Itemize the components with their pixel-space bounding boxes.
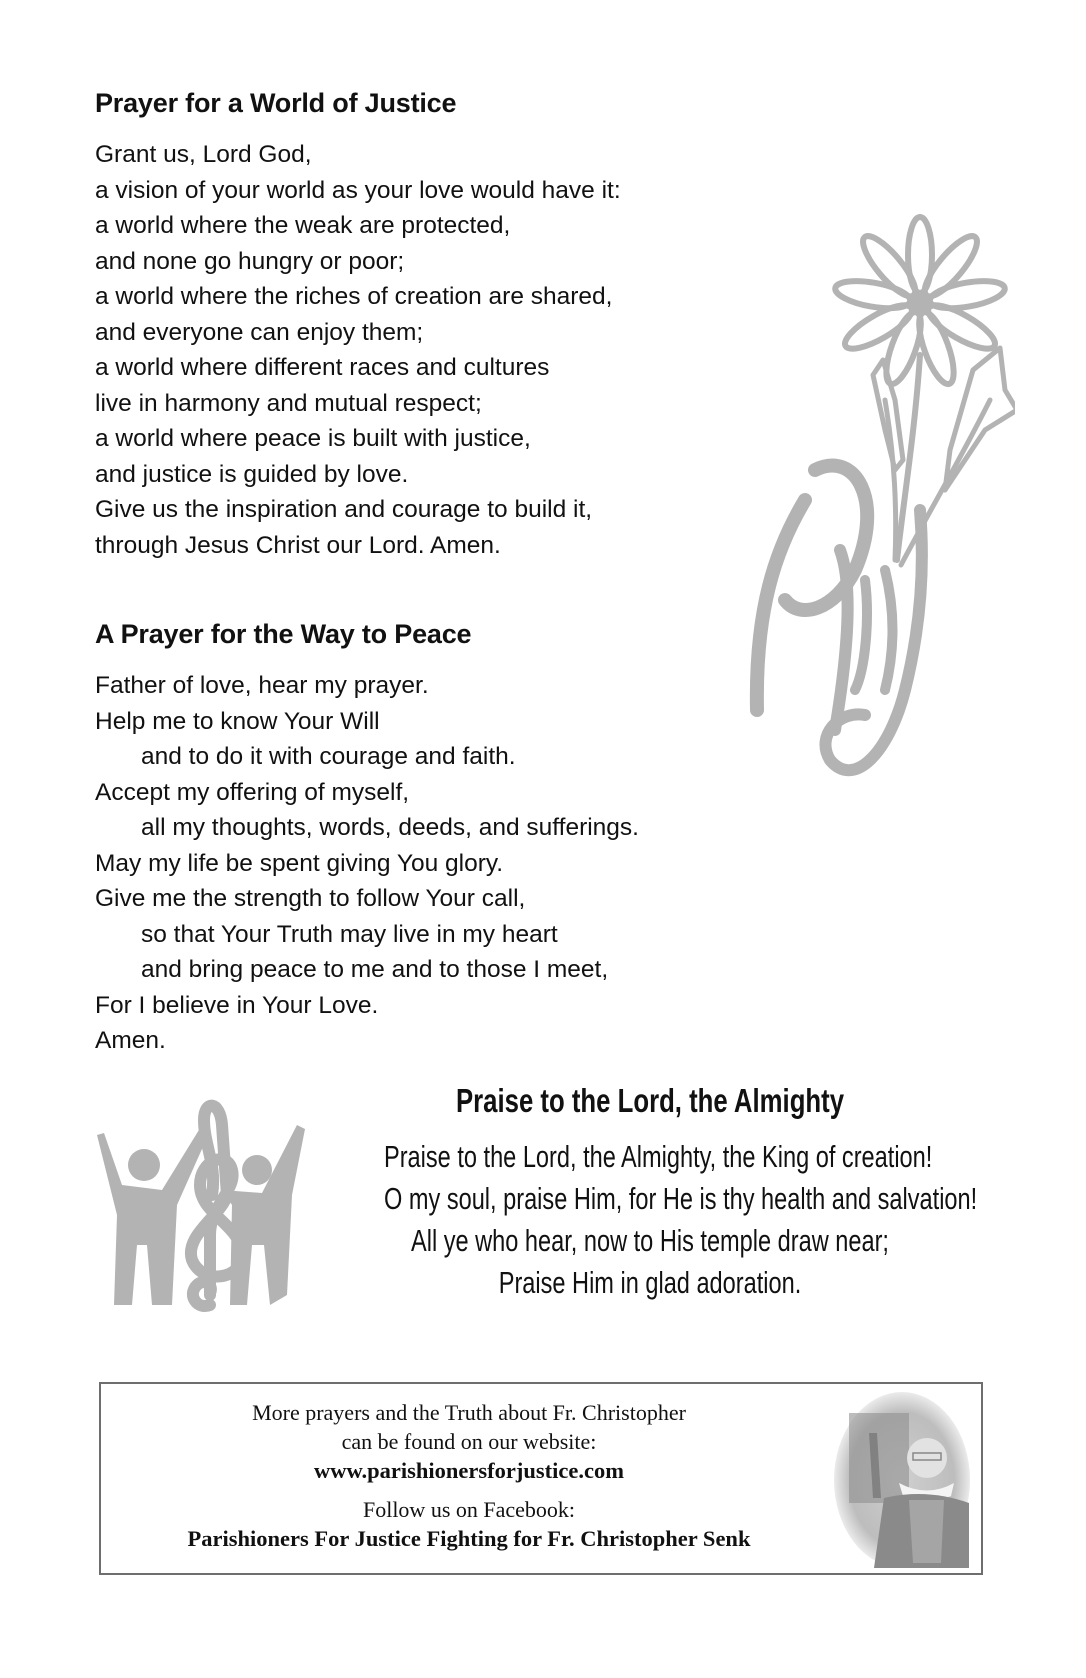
hymn-line: Praise to the Lord, the Almighty, the King of creation! — [384, 1139, 933, 1174]
choir-graphic — [92, 1095, 312, 1315]
info-text — [101, 1398, 837, 1553]
prayer-line: Amen. — [95, 1027, 166, 1054]
prayer-line: Father of love, hear my prayer. — [95, 672, 429, 699]
prayer-world-justice-title: Prayer for a World of Justice — [95, 88, 457, 118]
prayer-line: Grant us, Lord God, — [95, 141, 312, 168]
prayer-line: For I believe in Your Love. — [95, 991, 379, 1019]
prayer-line-indented: all my thoughts, words, deeds, and sufferings. — [141, 814, 639, 841]
prayer-line: and none go hungry or poor; — [95, 247, 405, 275]
prayer-line: and everyone can enjoy them; — [95, 318, 424, 346]
prayer-line: a vision of your world as your love would have it: — [95, 176, 621, 204]
facebook-page-link[interactable]: Parishioners For Justice Fighting for Fr. Christopher Senk — [187, 1526, 751, 1551]
prayer-line: and justice is guided by love. — [95, 460, 409, 488]
hymn-line: All ye who hear, now to His temple draw near; — [411, 1223, 889, 1258]
hymn-title: Praise to the Lord, the Almighty — [455, 1082, 845, 1119]
priest-portrait — [829, 1388, 975, 1571]
prayer-line: Help me to know Your Will — [95, 707, 380, 735]
hymn-line: Praise Him in glad adoration. — [498, 1265, 802, 1300]
prayer-line: Give us the inspiration and courage to build it, — [95, 496, 593, 523]
prayer-line: a world where peace is built with justice, — [95, 425, 531, 452]
prayer-line: through Jesus Christ our Lord. Amen. — [95, 531, 501, 559]
hymn-line: O my soul, praise Him, for He is thy health and salvation! — [384, 1181, 978, 1216]
hymn-verse — [384, 1136, 978, 1304]
info-line-1: More prayers and the Truth about Fr. Christopher — [252, 1400, 686, 1425]
prayer-line-indented: and to do it with courage and faith. — [141, 743, 516, 770]
website-link[interactable]: www.parishionersforjustice.com — [314, 1458, 624, 1483]
flower-icon — [745, 170, 1015, 840]
prayer-line: a world where the weak are protected, — [95, 212, 511, 239]
prayer-way-to-peace-body — [95, 668, 639, 1059]
singers-treble-clef-icon — [92, 1095, 312, 1315]
website-info-box — [99, 1382, 983, 1575]
prayer-line-indented: and bring peace to me and to those I meet, — [141, 956, 609, 983]
prayer-line: Accept my offering of myself, — [95, 778, 410, 806]
prayer-line: a world where different races and cultures — [95, 354, 550, 381]
info-line-2: can be found on our website: — [341, 1429, 597, 1454]
pray-flower-graphic — [745, 170, 1015, 840]
prayer-line-indented: so that Your Truth may live in my heart — [141, 920, 558, 948]
facebook-label: Follow us on Facebook: — [362, 1497, 576, 1522]
prayer-line: a world where the riches of creation are shared, — [95, 283, 613, 310]
prayer-line: Give me the strength to follow Your call, — [95, 885, 526, 912]
prayer-line: live in harmony and mutual respect; — [95, 389, 482, 417]
prayer-line: May my life be spent giving You glory. — [95, 849, 504, 877]
prayer-way-to-peace-title: A Prayer for the Way to Peace — [95, 619, 472, 649]
portrait-photo-icon — [829, 1388, 975, 1571]
prayer-world-justice-body — [95, 137, 621, 563]
